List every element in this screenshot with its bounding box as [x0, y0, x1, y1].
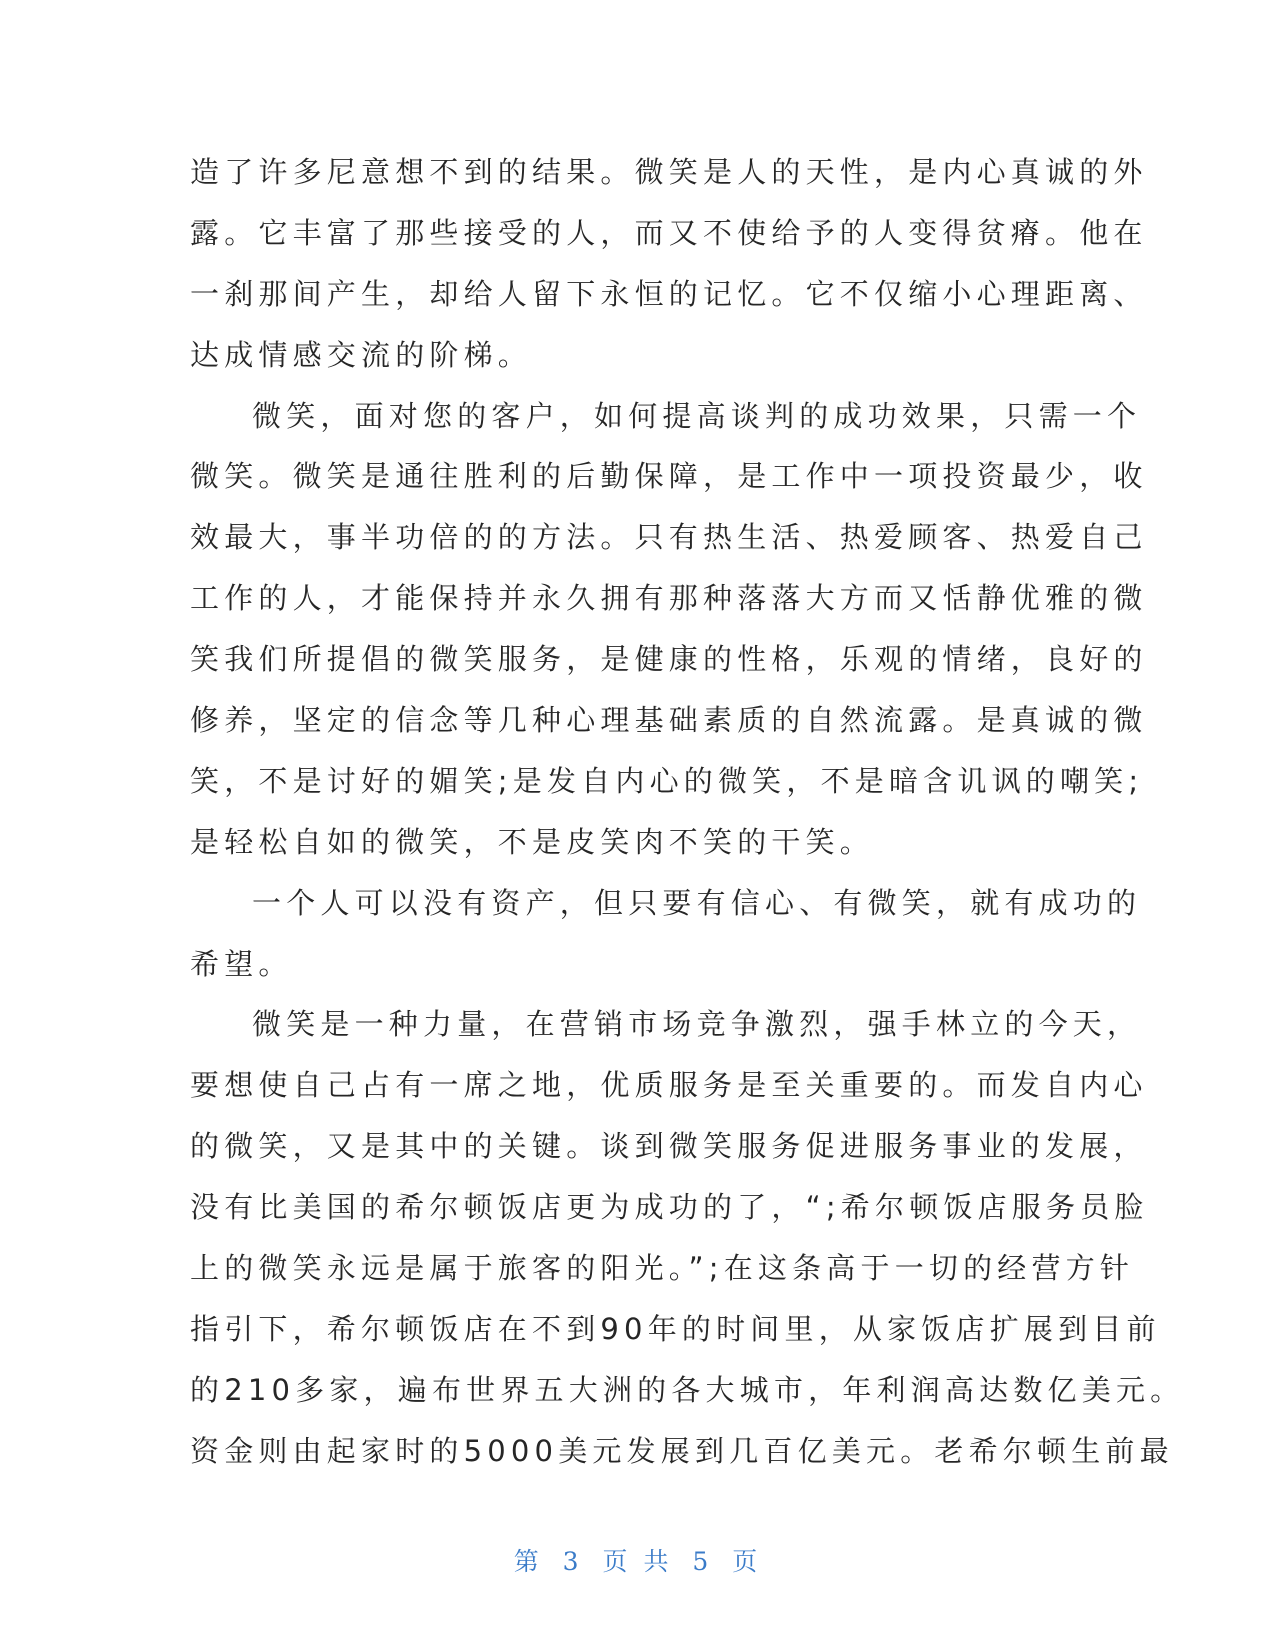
- text-line: 要想使自己占有一席之地，优质服务是至关重要的。而发自内心: [190, 1068, 1148, 1103]
- text-line: 笑，不是讨好的媚笑;是发自内心的微笑，不是暗含讥讽的嘲笑;: [190, 763, 1144, 798]
- text-line: 资金则由起家时的5000美元发展到几百亿美元。老希尔顿生前最: [190, 1433, 1174, 1468]
- text-line: 工作的人，才能保持并永久拥有那种落落大方而又恬静优雅的微: [190, 581, 1148, 616]
- footer-middle: 页 共: [602, 1547, 673, 1576]
- text-line: 露。它丰富了那些接受的人，而又不使给予的人变得贫瘠。他在: [190, 215, 1148, 250]
- text-line: 没有比美国的希尔顿饭店更为成功的了，“;希尔顿饭店服务员脸: [190, 1190, 1149, 1225]
- text-line: 一个人可以没有资产，但只要有信心、有微笑，就有成功的: [252, 885, 1142, 920]
- body-text: [190, 142, 1185, 1482]
- text-line: 效最大，事半功倍的的方法。只有热生活、热爱顾客、热爱自己: [190, 520, 1148, 555]
- text-line: 修养，坚定的信念等几种心理基础素质的自然流露。是真诚的微: [190, 703, 1148, 738]
- text-line: 指引下，希尔顿饭店在不到90年的时间里，从家饭店扩展到目前: [190, 1311, 1161, 1346]
- text-line: 是轻松自如的微笑，不是皮笑肉不笑的干笑。: [190, 824, 875, 859]
- text-line: 微笑。微笑是通往胜利的后勤保障，是工作中一项投资最少，收: [190, 459, 1148, 494]
- text-line: 微笑，面对您的客户，如何提高谈判的成功效果，只需一个: [252, 398, 1142, 433]
- footer-total-pages: 5: [692, 1547, 713, 1576]
- text-line: 希望。: [190, 946, 293, 981]
- footer-current-page: 3: [562, 1547, 583, 1576]
- page-footer: [0, 1542, 1275, 1578]
- text-line: 微笑是一种力量，在营销市场竞争激烈，强手林立的今天，: [252, 1007, 1142, 1042]
- footer-suffix: 页: [732, 1547, 762, 1576]
- text-line: 达成情感交流的阶梯。: [190, 337, 533, 372]
- text-line: 的210多家，遍布世界五大洲的各大城市，年利润高达数亿美元。: [190, 1372, 1185, 1407]
- text-line: 一刹那间产生，却给人留下永恒的记忆。它不仅缩小心理距离、: [190, 276, 1148, 311]
- text-line: 造了许多尼意想不到的结果。微笑是人的天性，是内心真诚的外: [190, 155, 1148, 189]
- footer-prefix: 第: [513, 1547, 543, 1576]
- text-line: 的微笑，又是其中的关键。谈到微笑服务促进服务事业的发展，: [190, 1129, 1148, 1164]
- text-line: 笑我们所提倡的微笑服务，是健康的性格，乐观的情绪，良好的: [190, 642, 1148, 677]
- text-line: 上的微笑永远是属于旅客的阳光。”;在这条高于一切的经营方针: [190, 1251, 1135, 1286]
